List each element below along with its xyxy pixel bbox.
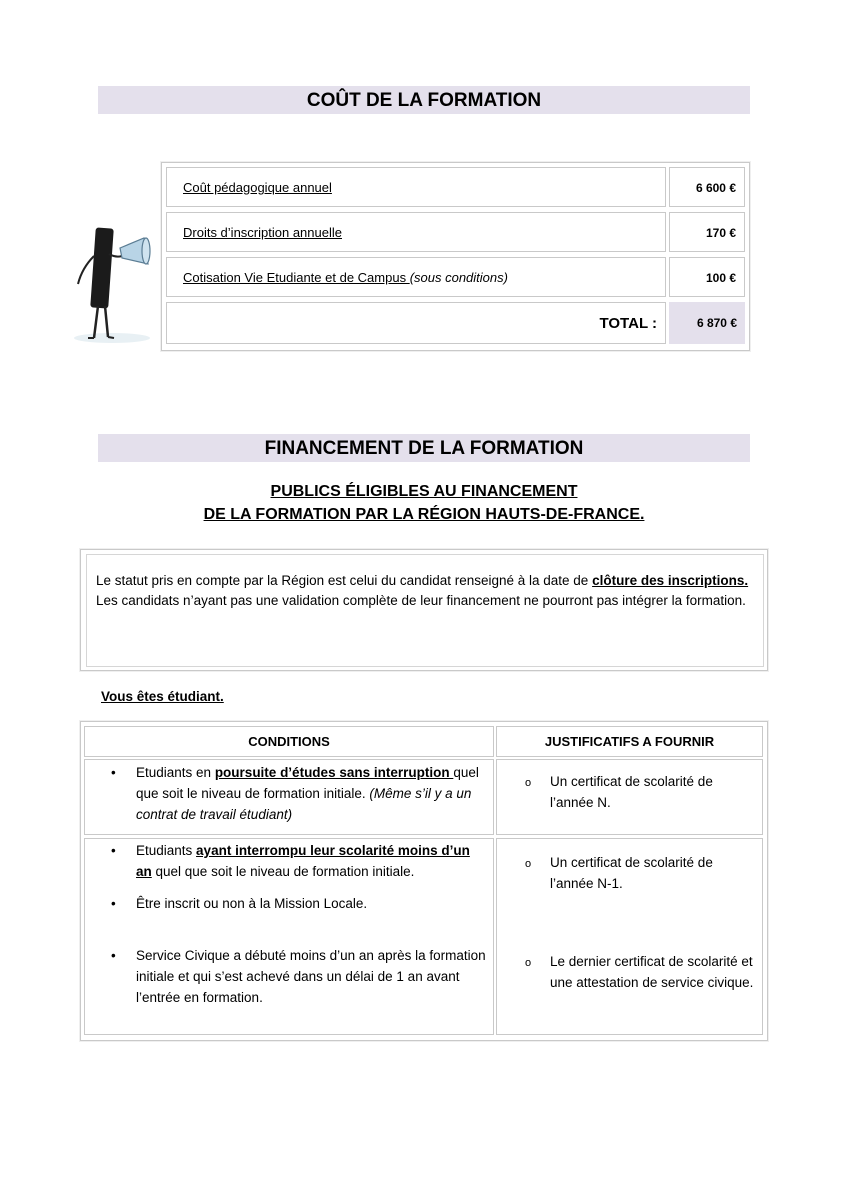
cloture-emphasis: clôture des inscriptions. (592, 573, 749, 588)
cost-row-pedagogique (166, 167, 745, 207)
justificatifs-header: JUSTIFICATIFS A FOURNIR (496, 726, 763, 757)
cost-value: 6 600 € (669, 167, 745, 207)
row1-justificatifs-cell: o Un certificat de scolarité de l’année N. (496, 759, 763, 835)
cost-label: Droits d’inscription annuelle (183, 225, 342, 240)
total-value: 6 870 € (669, 302, 745, 344)
cost-table (161, 162, 750, 351)
status-note-box (80, 549, 768, 671)
cost-value: 170 € (669, 212, 745, 252)
total-label: TOTAL : (166, 302, 666, 344)
eligible-subtitle-line1: PUBLICS ÉLIGIBLES AU FINANCEMENT (270, 483, 578, 500)
status-note-text: Le statut pris en compte par la Région est celui du candidat renseigné à la date de clôture des inscriptions. Les candidats n’ayant pas une validation complète de leur financement ne pourront pas intégrer la formation. (96, 573, 749, 608)
eligible-subtitle-line2: DE LA FORMATION PAR LA RÉGION HAUTS-DE-FRANCE. (203, 506, 645, 523)
row1-conditions-cell: • Etudiants en poursuite d’études sans interruption quel que soit le niveau de formation initiale. (Même s’il y a un contrat de travail étudiant) (84, 759, 494, 835)
cost-row-droits (166, 212, 745, 252)
cost-label-note: (sous conditions) (409, 270, 508, 285)
cost-row-cotisation (166, 257, 745, 297)
cost-section-title: COÛT DE LA FORMATION (98, 86, 750, 114)
cost-row-total (166, 302, 745, 342)
cost-label: Cotisation Vie Etudiante et de Campus (183, 270, 410, 285)
row2-conditions-cell: • Etudiants ayant interrompu leur scolarité moins d’un an quel que soit le niveau de formation initiale. • Être inscrit ou non à la Mission Locale. • Service Civique a débuté moins d’un an après la formation initiale et qui s’est achevé dans un délai de 1 an avant l’entrée en formation. (84, 838, 494, 1035)
student-section-title: Vous êtes étudiant. (101, 689, 224, 704)
financing-section-title: FINANCEMENT DE LA FORMATION (98, 434, 750, 462)
conditions-header: CONDITIONS (84, 726, 494, 757)
conditions-table (80, 721, 768, 1041)
row2-justificatifs-cell: o Un certificat de scolarité de l’année N-1. o Le dernier certificat de scolarité et une attestation de service civique. (496, 838, 763, 1035)
megaphone-figure-illustration (72, 220, 160, 345)
cost-label: Coût pédagogique annuel (183, 180, 332, 195)
cost-value: 100 € (669, 257, 745, 297)
